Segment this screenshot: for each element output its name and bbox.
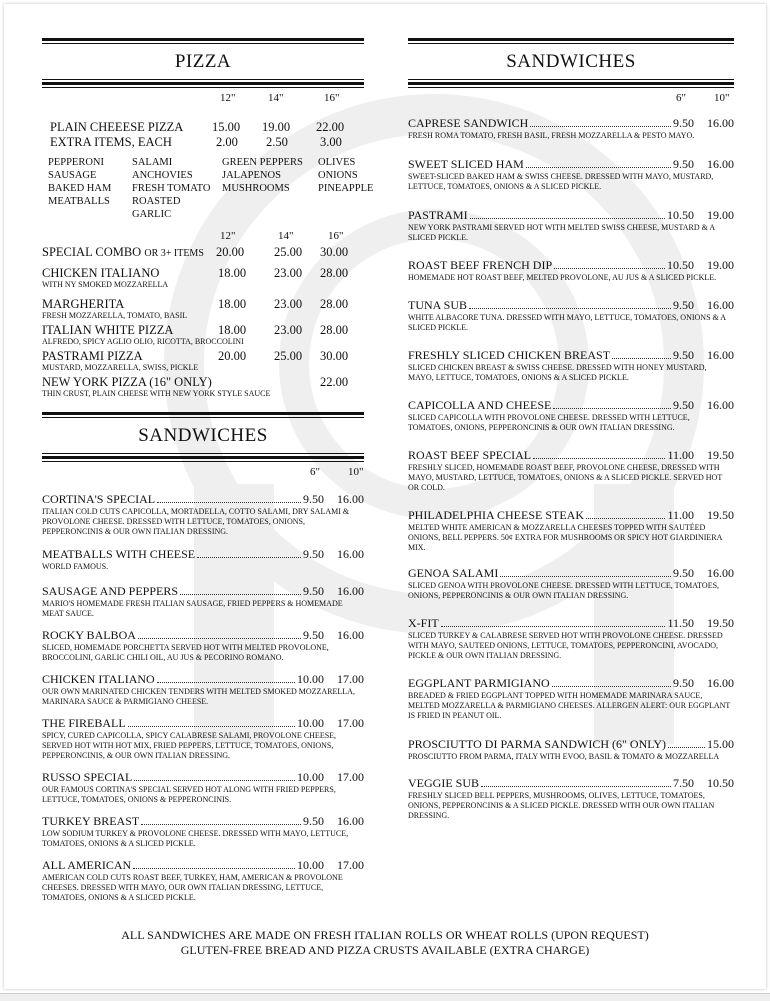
topping: [318, 195, 378, 221]
menu-item-name: CAPICOLLA AND CHEESE: [408, 398, 552, 412]
price-12: 18.00: [218, 266, 247, 280]
size-10: 10": [348, 466, 364, 478]
footer-line-1: ALL SANDWICHES ARE MADE ON FRESH ITALIAN ROLLS OR WHEAT ROLLS (UPON REQUEST): [121, 928, 649, 942]
price-6in: 7.50: [673, 776, 694, 790]
menu-page: [4, 4, 766, 989]
menu-item-name: CORTINA'S SPECIAL: [42, 492, 156, 506]
price-12: 18.00: [218, 297, 247, 311]
menu-item-description: SPICY, CURED CAPICOLLA, SPICY CALABRESE SALAMI, PROVOLONE CHEESE, SERVED HOT WITH HOT MIX, FRIED PEPPERS, LETTUCE, TOMATOES, ONIONS, PEPPERONCINIS, & OUR OWN ITALIAN DRESSING.: [42, 731, 337, 760]
menu-item-name: THE FIREBALL: [42, 716, 126, 730]
price-10in: 16.00: [707, 157, 734, 171]
menu-item-description: WHITE ALBACORE TUNA. DRESSED WITH MAYO, LETTUCE, TOMATOES, ONIONS & A SLICED PICKLE.: [408, 313, 726, 332]
dot-leader: [668, 747, 705, 748]
price-12: 2.00: [216, 135, 238, 149]
menu-item-name: ALL AMERICAN: [42, 858, 132, 872]
menu-item-name: CAPRESE SANDWICH: [408, 116, 529, 130]
topping: [222, 195, 318, 221]
right-column: [408, 38, 734, 821]
menu-item: [408, 398, 734, 433]
price-10in: 17.00: [337, 672, 364, 686]
price-10in: 16.00: [337, 628, 364, 642]
topping: SALAMI: [132, 157, 173, 168]
menu-item-name: PASTRAMI: [408, 208, 468, 222]
topping: GREEN PEPPERS: [222, 157, 303, 168]
menu-item-description: BREADED & FRIED EGGPLANT TOPPED WITH HOMEMADE MARINARA SAUCE, MELTED MOZZARELLA & PARMIGIANO CHEESES. ALLERGEN ALERT: OUR EGGPLANT IS FRIED IN PEANUT OIL.: [408, 691, 731, 720]
menu-item-description: OUR OWN MARINATED CHICKEN TENDERS WITH MELTED SMOKED MOZZARELLA, MARINARA SAUCE & PARMIGIANO CHEESE.: [42, 687, 355, 706]
dot-leader: [500, 576, 671, 577]
menu-item-line: [408, 116, 734, 131]
menu-item-line: [408, 448, 734, 463]
menu-item-description: SLICED CAPICOLLA WITH PROVOLONE CHEESE. DRESSED WITH LETTUCE, TOMATOES, ONIONS, PEPPERONCINIS & OUR OWN ITALIAN DRESSING.: [408, 413, 690, 432]
pizza-basic-list: [42, 120, 364, 150]
price-10in: 19.50: [707, 448, 734, 462]
sandwich-size-header: [408, 92, 734, 106]
pizza-desc: FRESH MOZZARELLA, TOMATO, BASIL: [42, 311, 188, 320]
dot-leader: [157, 682, 295, 683]
menu-item-name: ROAST BEEF SPECIAL: [408, 448, 532, 462]
menu-item: [42, 628, 364, 663]
menu-item-description: ITALIAN COLD CUTS CAPICOLLA, MORTADELLA, COTTO SALAMI, DRY SALAMI & PROVOLONE CHEESE. DRESSED WITH LETTUCE, TOMATOES, ONIONS, PEPPERONCINIS & OUR OWN ITALIAN DRESSING.: [42, 507, 350, 536]
price-10in: 16.00: [337, 547, 364, 561]
sandwiches-right-title: SANDWICHES: [506, 51, 636, 72]
pizza-name: NEW YORK PIZZA (16" ONLY): [42, 375, 212, 389]
price-14: 23.00: [274, 323, 303, 337]
menu-item-line: [408, 508, 734, 523]
price-14: 19.00: [262, 120, 291, 134]
pizza-row: [42, 323, 364, 338]
menu-item-description: MARIO'S HOMEMADE FRESH ITALIAN SAUSAGE, FRIED PEPPERS & HOMEMADE MEAT SAUCE.: [42, 599, 343, 618]
pizza-row: [50, 120, 364, 135]
price-6in: 10.50: [667, 208, 694, 222]
pizza-row: [42, 375, 364, 390]
dot-leader: [552, 686, 671, 687]
price-10in: 16.00: [707, 298, 734, 312]
price-6in: 9.50: [303, 492, 324, 506]
price-16: 28.00: [320, 266, 349, 280]
menu-item-line: [42, 814, 364, 829]
pizza-desc: MUSTARD, MOZZARELLA, SWISS, PICKLE: [42, 363, 199, 372]
menu-item-description: NEW YORK PASTRAMI SERVED HOT WITH MELTED SWISS CHEESE, MUSTARD & A SLICED PICKLE.: [408, 223, 715, 242]
price-14: 23.00: [274, 266, 303, 280]
menu-item: [42, 716, 364, 761]
menu-item: [42, 584, 364, 619]
menu-item-line: [408, 258, 734, 273]
menu-item-line: [408, 348, 734, 363]
menu-item-name: SAUSAGE AND PEPPERS: [42, 584, 179, 598]
menu-item-line: [408, 398, 734, 413]
topping: BAKED HAM: [48, 183, 112, 194]
menu-item: [408, 566, 734, 601]
price-6in: 15.00: [707, 737, 734, 751]
topping: MUSHROOMS: [222, 183, 290, 194]
menu-item-line: [408, 566, 734, 581]
menu-item-description: FRESHLY SLICED, HOMEMADE ROAST BEEF, PROVOLONE CHEESE, DRESSED WITH MAYO, MUSTARD, LETTUCE, TOMATOES, ONIONS & A SLICED PICKLE. SERVED HOT OR COLD.: [408, 463, 723, 492]
price-6in: 10.00: [297, 716, 324, 730]
price-12: 20.00: [218, 349, 247, 363]
dot-leader: [530, 126, 671, 127]
menu-item-description: SLICED TURKEY & CALABRESE SERVED HOT WITH PROVOLONE CHEESE. DRESSED WITH MAYO, SAUTEED ONIONS, LETTUCE, TOMATOES, PEPPERONCINI, AVOCADO, PICKLE & OUR OWN ITALIAN DRESSING.: [408, 631, 723, 660]
pizza-row: [42, 349, 364, 364]
price-6in: 9.50: [303, 814, 324, 828]
menu-item-name: ROCKY BALBOA: [42, 628, 136, 642]
menu-item-line: [408, 157, 734, 172]
price-6in: 9.50: [673, 348, 694, 362]
price-10in: 10.50: [707, 776, 734, 790]
sandwiches-right-list: [408, 116, 734, 821]
price-10in: 19.50: [707, 508, 734, 522]
menu-item: [42, 672, 364, 707]
price-6in: 11.00: [667, 508, 694, 522]
dot-leader: [128, 726, 295, 727]
dot-leader: [554, 268, 665, 269]
price-6in: 9.50: [673, 676, 694, 690]
menu-item-description: SLICED, HOMEMADE PORCHETTA SERVED HOT WITH MELTED PROVOLONE, BROCCOLINI, GARLIC CHILI OIL, AU JUS & PECORINO ROMANO.: [42, 643, 329, 662]
price-6in: 9.50: [673, 116, 694, 130]
menu-item-line: [42, 716, 364, 731]
menu-item-name: CHICKEN ITALIANO: [42, 672, 155, 686]
topping: FRESH TOMATO: [132, 183, 211, 194]
pizza-size-header-2: [42, 230, 364, 244]
size-16: 16": [328, 230, 344, 242]
price-6in: 9.50: [673, 157, 694, 171]
menu-item: [408, 157, 734, 192]
menu-item-name: X-FIT: [408, 616, 439, 630]
pizza-title: PIZZA: [174, 51, 232, 72]
menu-item-line: [408, 776, 734, 791]
price-10in: 17.00: [337, 716, 364, 730]
price-6in: 11.50: [667, 616, 694, 630]
menu-item-name: TURKEY BREAST: [42, 814, 140, 828]
menu-item-line: [42, 547, 364, 562]
dot-leader: [441, 626, 666, 627]
menu-item-name: TUNA SUB: [408, 298, 468, 312]
pizza-name: SPECIAL COMBO OR 3+ ITEMS: [42, 245, 204, 259]
pizza-heading: [42, 38, 364, 88]
size-12: 12": [220, 230, 236, 242]
menu-item: [42, 492, 364, 537]
size-6: 6": [310, 466, 320, 478]
menu-item: [408, 776, 734, 821]
menu-item: [42, 858, 364, 903]
price-12: 20.00: [216, 245, 245, 259]
menu-item-description: WORLD FAMOUS.: [42, 562, 109, 571]
dot-leader: [470, 218, 665, 219]
menu-item-line: [408, 616, 734, 631]
price-16: 28.00: [320, 297, 349, 311]
menu-item-name: VEGGIE SUB: [408, 776, 479, 790]
pizza-name: ITALIAN WHITE PIZZA: [42, 323, 174, 337]
price-16: 22.00: [320, 375, 349, 389]
sandwiches-left-list: [42, 492, 364, 903]
menu-item-name: GENOA SALAMI: [408, 566, 499, 580]
pizza-desc: ALFREDO, SPICY AGLIO OLIO, RICOTTA, BROCCOLINI: [42, 337, 244, 346]
menu-item-description: OUR FAMOUS CORTINA'S SPECIAL SERVED HOT ALONG WITH FRIED PEPPERS, LETTUCE, TOMATOES, ONIONS & PEPPERONCINIS.: [42, 785, 336, 804]
price-6in: 9.50: [303, 628, 324, 642]
menu-item-line: [408, 298, 734, 313]
price-14: 23.00: [274, 297, 303, 311]
price-6in: 10.00: [297, 770, 324, 784]
topping: ROASTED GARLIC: [132, 196, 181, 220]
sandwiches-left-title: SANDWICHES: [138, 425, 268, 446]
menu-item-description: AMERICAN COLD CUTS ROAST BEEF, TURKEY, HAM, AMERICAN & PROVOLONE CHEESES. DRESSED WITH MAYO, OUR OWN ITALIAN DRESSING, LETTUCE, TOMATOES, ONIONS & A SLICED PICKLE.: [42, 873, 343, 902]
price-6in: 9.50: [673, 398, 694, 412]
topping: PINEAPPLE: [318, 183, 374, 194]
dot-leader: [180, 594, 301, 595]
dot-leader: [533, 458, 665, 459]
menu-item-name: PROSCIUTTO DI PARMA SANDWICH (6" ONLY): [408, 737, 667, 751]
price-6in: 10.00: [297, 858, 324, 872]
price-10in: 19.50: [707, 616, 734, 630]
menu-item-name: RUSSO SPECIAL: [42, 770, 133, 784]
sandwich-size-header: [42, 466, 364, 480]
dot-leader: [553, 408, 671, 409]
topping: ONIONS: [318, 170, 358, 181]
toppings-grid: [48, 156, 374, 221]
pizza-name: EXTRA ITEMS, EACH: [50, 135, 172, 149]
pizza-desc: THIN CRUST, PLAIN CHEESE WITH NEW YORK STYLE SAUCE: [42, 389, 271, 398]
topping: MEATBALLS: [48, 196, 110, 207]
menu-item-description: PROSCIUTTO FROM PARMA, ITALY WITH EVOO, BASIL & TOMATO & MOZZARELLA: [408, 752, 720, 761]
price-10in: 16.00: [707, 348, 734, 362]
menu-item-description: SLICED CHICKEN BREAST & SWISS CHEESE. DRESSED WITH HONEY MUSTARD, MAYO, LETTUCE, TOMATOES, ONIONS & A SLICED PICKLE.: [408, 363, 707, 382]
size-16: 16": [324, 92, 340, 104]
menu-item-line: [408, 208, 734, 223]
menu-item-description: FRESH ROMA TOMATO, FRESH BASIL, FRESH MOZZARELLA & PESTO MAYO.: [408, 131, 695, 140]
topping: OLIVES: [318, 157, 356, 168]
menu-item-description: LOW SODIUM TURKEY & PROVOLONE CHEESE. DRESSED WITH MAYO, LETTUCE, TOMATOES, ONIONS & A SLICED PICKLE.: [42, 829, 349, 848]
pizza-desc: WITH NY SMOKED MOZZARELLA: [42, 280, 169, 289]
menu-item-description: MELTED WHITE AMERICAN & MOZZARELLA CHEESES TOPPED WITH SAUTÉED ONIONS, BELL PEPPERS. 50¢ EXTRA FOR MUSHROOMS OR SPICY HOT GIARDINIERA MIX.: [408, 523, 722, 552]
menu-item: [42, 814, 364, 849]
size-6: 6": [676, 92, 686, 104]
price-10in: 17.00: [337, 770, 364, 784]
size-14: 14": [278, 230, 294, 242]
menu-item: [408, 258, 734, 283]
sandwiches-right-heading: [408, 38, 734, 88]
dot-leader: [157, 502, 301, 503]
sandwiches-left-heading: [42, 412, 364, 462]
menu-item-name: PHILADELPHIA CHEESE STEAK: [408, 508, 584, 522]
left-column: [42, 38, 374, 903]
pizza-row: [42, 266, 364, 281]
menu-item: [408, 116, 734, 141]
size-12: 12": [220, 92, 236, 104]
menu-item-line: [42, 858, 364, 873]
menu-item: [408, 508, 734, 553]
pizza-name: MARGHERITA: [42, 297, 125, 311]
price-10in: 17.00: [337, 858, 364, 872]
dot-leader: [197, 557, 301, 558]
price-6in: 10.00: [297, 672, 324, 686]
dot-leader: [481, 786, 671, 787]
menu-item-description: FRESHLY SLICED BELL PEPPERS, MUSHROOMS, OLIVES, LETTUCE, TOMATOES, ONIONS, PEPPERONCINIS & A SLICED PICKLE. DRESSED WITH OUR OWN ITALIAN DRESSING.: [408, 791, 715, 820]
menu-item-line: [408, 737, 734, 752]
price-16: 22.00: [316, 120, 345, 134]
dot-leader: [133, 868, 295, 869]
price-16: 28.00: [320, 323, 349, 337]
menu-item-name: EGGPLANT PARMIGIANO: [408, 676, 550, 690]
menu-item: [408, 737, 734, 762]
dot-leader: [526, 167, 671, 168]
menu-item-description: SWEET-SLICED BAKED HAM & SWISS CHEESE. DRESSED WITH MAYO, MUSTARD, LETTUCE, TOMATOES, ONIONS & A SLICED PICKLE.: [408, 172, 714, 191]
menu-item: [408, 448, 734, 493]
price-10in: 16.00: [337, 814, 364, 828]
price-6in: 9.50: [673, 566, 694, 580]
menu-item-description: HOMEMADE HOT ROAST BEEF, MELTED PROVOLONE, AU JUS & A SLICED PICKLE.: [408, 273, 717, 282]
dot-leader: [141, 824, 301, 825]
menu-item: [408, 616, 734, 661]
footer-line-2: GLUTEN-FREE BREAD AND PIZZA CRUSTS AVAILABLE (EXTRA CHARGE): [180, 943, 590, 957]
size-14: 14": [268, 92, 284, 104]
topping: PEPPERONI: [48, 157, 105, 168]
menu-item: [42, 547, 364, 572]
pizza-size-header: [42, 92, 364, 106]
price-16: 3.00: [320, 135, 342, 149]
pizza-row: [42, 297, 364, 312]
menu-item-line: [42, 584, 364, 599]
menu-item-line: [42, 628, 364, 643]
topping: JALAPENOS: [222, 170, 281, 181]
dot-leader: [134, 780, 295, 781]
menu-item-line: [42, 672, 364, 687]
menu-item-line: [42, 492, 364, 507]
pizza-row: [42, 245, 364, 260]
price-6in: 11.00: [667, 448, 694, 462]
price-14: 25.00: [274, 245, 303, 259]
price-10in: 19.00: [707, 208, 734, 222]
pizza-specials-list: [42, 245, 364, 398]
menu-item-line: [42, 770, 364, 785]
dot-leader: [138, 638, 301, 639]
price-6in: 10.50: [667, 258, 694, 272]
pizza-name: PASTRAMI PIZZA: [42, 349, 143, 363]
menu-item-description: SLICED GENOA WITH PROVOLONE CHEESE. DRESSED WITH LETTUCE, TOMATOES, ONIONS, PEPPERONCINIS & OUR OWN ITALIAN DRESSING.: [408, 581, 720, 600]
pizza-name: CHICKEN ITALIANO: [42, 266, 160, 280]
size-10: 10": [714, 92, 730, 104]
price-10in: 16.00: [707, 116, 734, 130]
menu-item-name: FRESHLY SLICED CHICKEN BREAST: [408, 348, 611, 362]
menu-item-name: ROAST BEEF FRENCH DIP: [408, 258, 553, 272]
pizza-row: [50, 135, 364, 150]
menu-item: [408, 676, 734, 721]
price-10in: 16.00: [337, 492, 364, 506]
price-10in: 16.00: [707, 566, 734, 580]
menu-item-line: [408, 676, 734, 691]
menu-item: [408, 208, 734, 243]
price-10in: 16.00: [707, 676, 734, 690]
topping: SAUSAGE: [48, 170, 97, 181]
price-6in: 9.50: [303, 547, 324, 561]
menu-item: [408, 298, 734, 333]
price-16: 30.00: [320, 245, 349, 259]
price-16: 30.00: [320, 349, 349, 363]
price-10in: 16.00: [337, 584, 364, 598]
dot-leader: [612, 358, 671, 359]
topping: ANCHOVIES: [132, 170, 193, 181]
price-6in: 9.50: [303, 584, 324, 598]
menu-item-name: MEATBALLS WITH CHEESE: [42, 547, 196, 561]
menu-item: [42, 770, 364, 805]
dot-leader: [469, 308, 671, 309]
menu-item-name: SWEET SLICED HAM: [408, 157, 524, 171]
price-6in: 9.50: [673, 298, 694, 312]
price-10in: 19.00: [707, 258, 734, 272]
price-12: 18.00: [218, 323, 247, 337]
price-14: 2.50: [266, 135, 288, 149]
pizza-name: PLAIN CHEEESE PIZZA: [50, 120, 184, 134]
footer-notes: [0, 928, 770, 958]
price-14: 25.00: [274, 349, 303, 363]
price-10in: 16.00: [707, 398, 734, 412]
price-12: 15.00: [212, 120, 241, 134]
menu-item: [408, 348, 734, 383]
dot-leader: [586, 518, 665, 519]
